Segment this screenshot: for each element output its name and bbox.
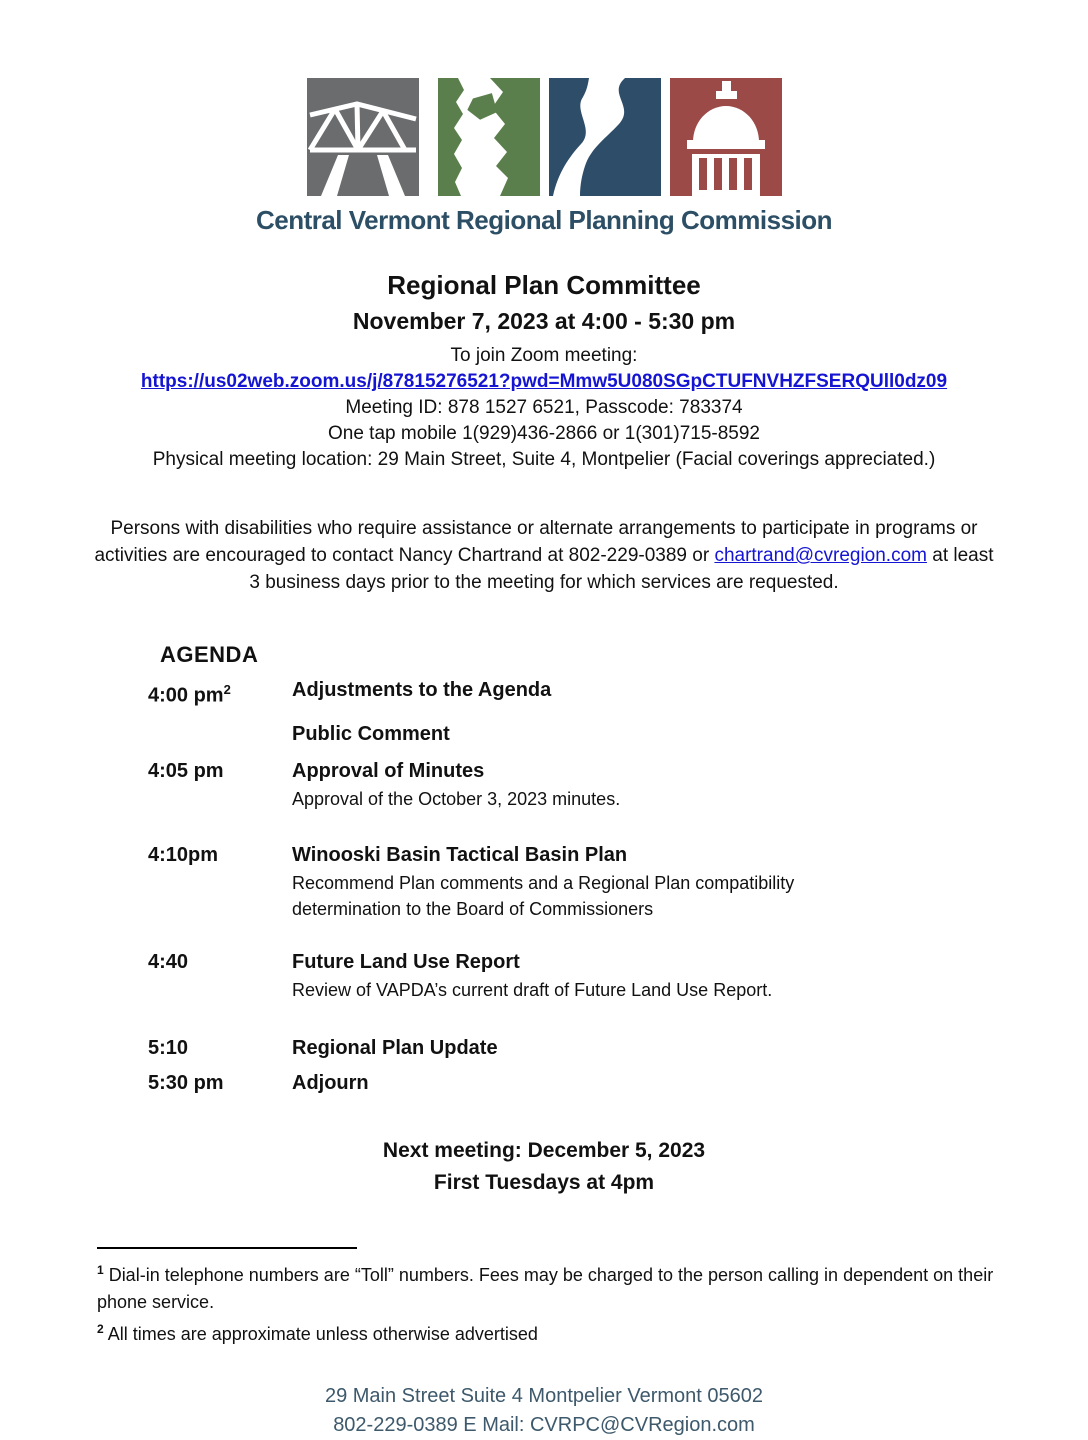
logo-wordmark: Central Vermont Regional Planning Commission — [255, 205, 833, 235]
agenda-item-desc: Recommend Plan comments and a Regional Plan compatibility determination to the Board of Commissioners — [292, 872, 795, 919]
agenda-item — [148, 950, 948, 1003]
agenda-item-time: 4:05 pm — [148, 759, 224, 782]
one-tap-line: One tap mobile 1(929)436-2866 or 1(301)715-8592 — [327, 423, 761, 444]
agenda-item-time: 5:30 pm — [148, 1071, 224, 1094]
footnote-2-text: All times are approximate unless otherwise advertised — [103, 1323, 538, 1344]
document-footer — [0, 1382, 1088, 1440]
agenda-item-title: Adjourn — [292, 1071, 369, 1094]
footnotes — [97, 1257, 997, 1348]
agenda-item-title: Public Comment — [292, 722, 450, 745]
footer-address-line: 29 Main Street Suite 4 Montpelier Vermont 05602 — [324, 1384, 764, 1407]
agenda-item — [148, 1071, 948, 1095]
capitol-dome-icon — [670, 78, 782, 196]
agenda-item-desc: Review of VAPDA’s current draft of Future Land Use Report. — [292, 979, 773, 1000]
agenda-item-title: Future Land Use Report — [292, 950, 520, 973]
river-icon — [549, 78, 661, 196]
agenda-item-time: 4:00 $pm^2$ — [148, 682, 231, 707]
agenda-item-desc: Approval of the October 3, 2023 minutes. — [292, 788, 621, 809]
agenda-item — [148, 678, 948, 708]
chartrand-email-link[interactable]: chartrand@cvregion.com — [714, 545, 927, 566]
footnote-ref-2: 2 — [223, 682, 231, 697]
agenda-item — [148, 722, 948, 746]
agenda-item — [148, 843, 948, 922]
next-meeting-block — [0, 1135, 1088, 1199]
agenda-item-title: Adjustments to the Agenda — [292, 679, 552, 701]
agenda-heading: AGENDA — [160, 642, 259, 667]
footnote-2 — [97, 1316, 997, 1348]
footnote-2-marker: 2 — [97, 1321, 104, 1336]
footnote-1 — [97, 1257, 997, 1316]
accessibility-paragraph — [92, 515, 997, 596]
accessibility-text-after: at least 3 business days prior to the meeting for which services are requested. — [249, 545, 994, 593]
page-title: Regional Plan Committee — [387, 270, 701, 300]
physical-location-line: Physical meeting location: 29 Main Street, Suite 4, Montpelier (Facial coverings appreciated.) — [152, 449, 936, 470]
bridge-icon — [307, 78, 419, 196]
footnote-1-marker: 1 — [97, 1262, 104, 1277]
agenda-item — [148, 1036, 948, 1060]
zoom-link-line — [0, 369, 1088, 395]
zoom-meeting-link[interactable]: https://us02web.zoom.us/j/87815276521?pwd=Mmw5U080SGpCTUFNVHZFSERQUll0dz09 — [140, 371, 948, 392]
agenda-item-title: Regional Plan Update — [292, 1036, 498, 1059]
agenda-item-time: 4:10pm — [148, 843, 219, 866]
zoom-join-label: To join Zoom meeting: — [450, 345, 638, 366]
cvrpc-logo — [0, 78, 1088, 196]
agenda-item-title: Approval of Minutes — [292, 759, 485, 782]
next-meeting-line2: First Tuesdays at 4pm — [433, 1170, 655, 1194]
vermont-map-icon — [428, 78, 540, 196]
footer-contact-line: 802-229-0389 E Mail: CVRPC@CVRegion.com — [333, 1413, 755, 1436]
agenda-item-time: 5:10 — [148, 1036, 189, 1059]
agenda-item-title: Winooski Basin Tactical Basin Plan — [292, 843, 628, 866]
next-meeting-line1: Next meeting: December 5, 2023 — [382, 1138, 706, 1162]
accessibility-text-before: Persons with disabilities who require assistance or alternate arrangements to participate in programs or activities are encouraged to contact Nancy Chartrand at 802-229-0389 or — [94, 518, 978, 566]
footnote-separator — [97, 1247, 357, 1249]
meeting-id-line: Meeting ID: 878 1527 6521, Passcode: 783374 — [345, 397, 743, 418]
agenda-list — [148, 678, 948, 1095]
agenda-item — [148, 759, 948, 812]
meeting-datetime: November 7, 2023 at 4:00 - 5:30 pm — [352, 308, 736, 334]
footnote-1-text: Dial-in telephone numbers are “Toll” numbers. Fees may be charged to the person calling in dependent on their phone service. — [97, 1264, 994, 1312]
agenda-item-time: 4:40 — [148, 950, 189, 973]
